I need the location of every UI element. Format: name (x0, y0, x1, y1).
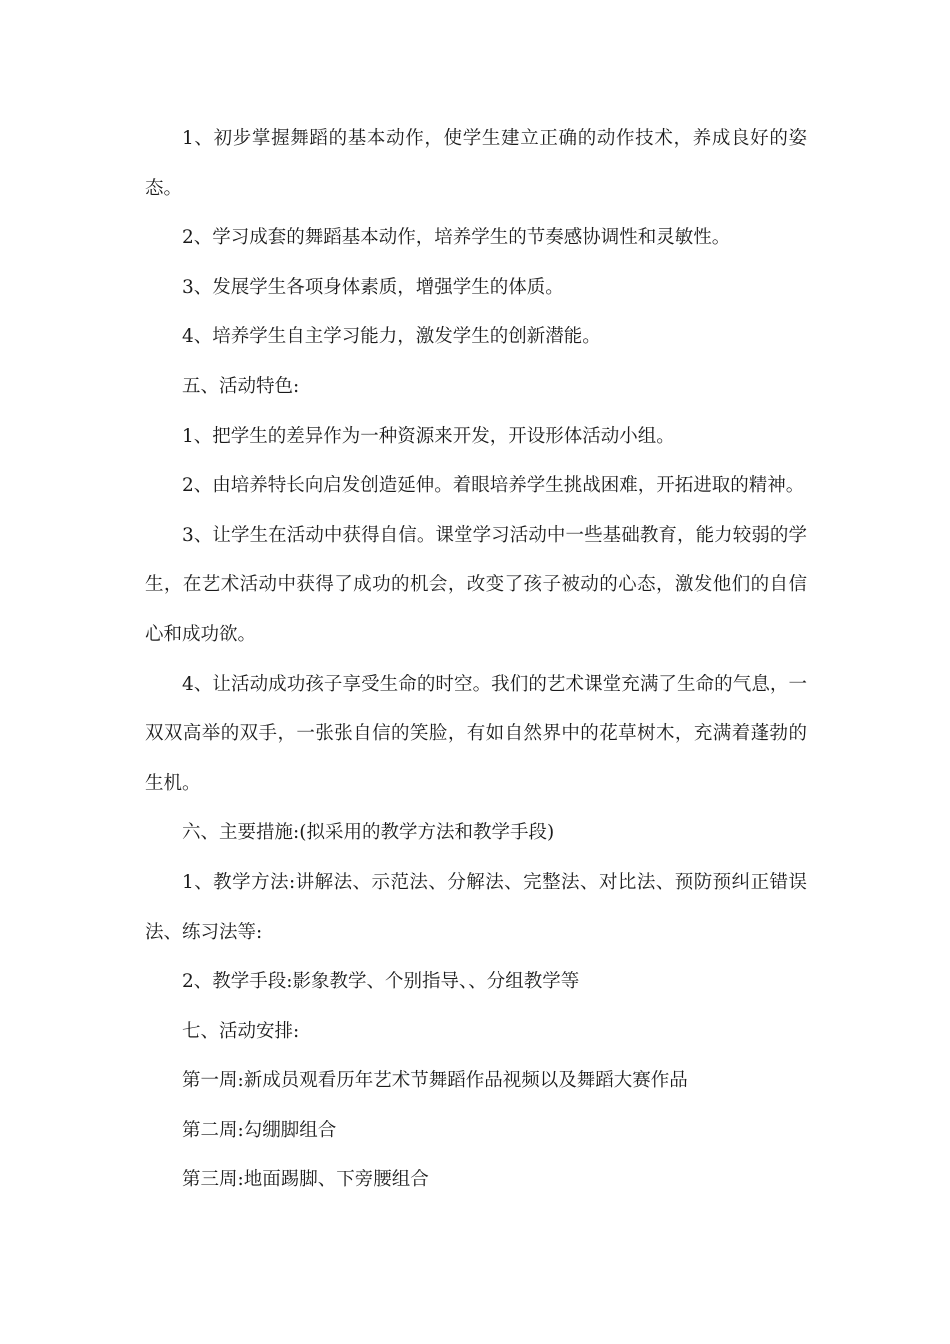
paragraph-feature-1: 1、把学生的差异作为一种资源来开发，开设形体活动小组。 (182, 425, 675, 447)
paragraph-goal-2: 2、学习成套的舞蹈基本动作，培养学生的节奏感协调性和灵敏性。 (182, 227, 731, 249)
document-body (145, 114, 807, 1205)
paragraph-goal-3: 3、发展学生各项身体素质，增强学生的体质。 (182, 276, 564, 298)
schedule-week-3: 第三周:地面踢脚、下旁腰组合 (182, 1169, 429, 1191)
paragraph-measure-1: 1、教学方法:讲解法、示范法、分解法、完整法、对比法、预防预纠正错误法、练习法等: (145, 871, 807, 943)
paragraph-feature-3: 3、让学生在活动中获得自信。课堂学习活动中一些基础教育，能力较弱的学生，在艺术活动中获得了成功的机会，改变了孩子被动的心态，激发他们的自信心和成功欲。 (145, 524, 807, 645)
paragraph-feature-2: 2、由培养特长向启发创造延伸。着眼培养学生挑战困难，开拓进取的精神。 (182, 475, 805, 497)
paragraph-goal-4: 4、培养学生自主学习能力，激发学生的创新潜能。 (182, 326, 601, 348)
paragraph-feature-4: 4、让活动成功孩子享受生命的时空。我们的艺术课堂充满了生命的气息，一双双高举的双手，一张张自信的笑脸，有如自然界中的花草树木，充满着蓬勃的生机。 (145, 673, 807, 794)
schedule-week-2: 第二周:勾绷脚组合 (182, 1119, 337, 1141)
schedule-week-1: 第一周:新成员观看历年艺术节舞蹈作品视频以及舞蹈大赛作品 (182, 1070, 688, 1092)
paragraph-goal-1: 1、初步掌握舞蹈的基本动作，使学生建立正确的动作技术，养成良好的姿态。 (145, 128, 807, 199)
paragraph-measure-2: 2、教学手段:影象教学、个别指导、、分组教学等 (182, 971, 580, 993)
section-heading-measures: 六、主要措施:(拟采用的教学方法和教学手段) (182, 822, 555, 844)
section-heading-features: 五、活动特色: (182, 375, 300, 397)
section-heading-schedule: 七、活动安排: (182, 1020, 300, 1042)
